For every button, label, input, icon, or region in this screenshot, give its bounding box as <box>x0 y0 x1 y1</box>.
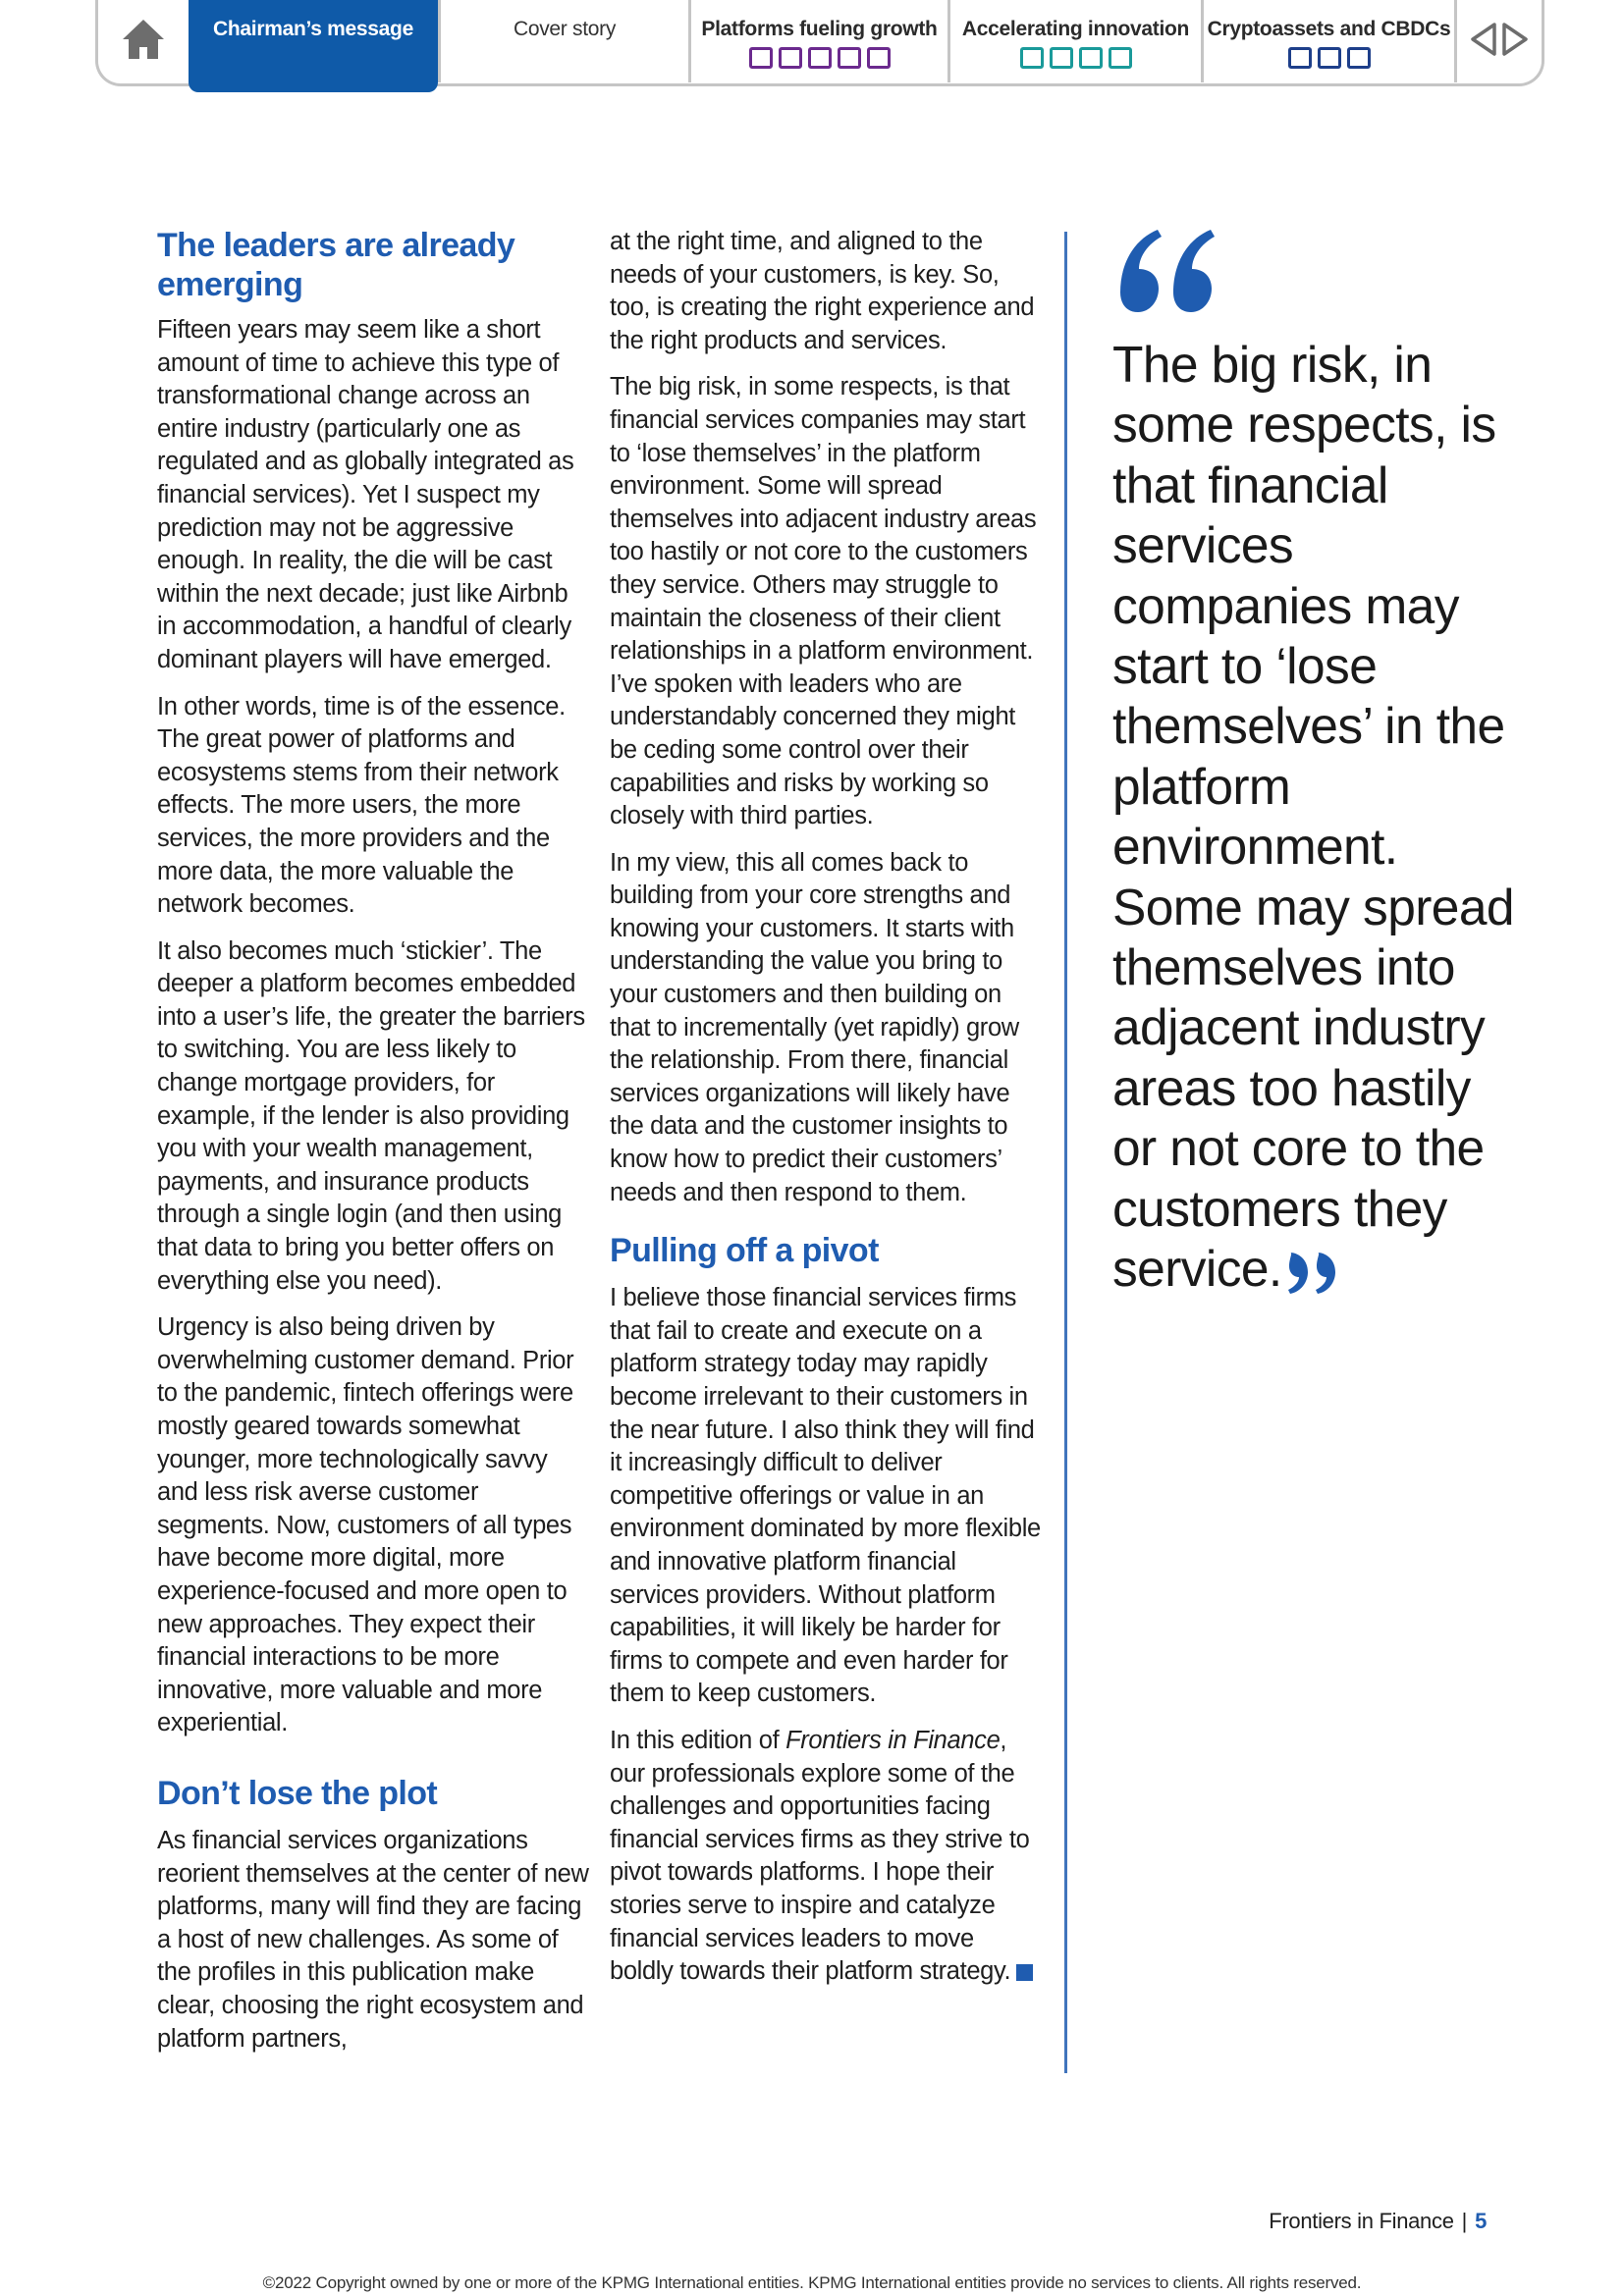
tab-label: Platforms fueling growth <box>701 18 938 40</box>
publication-name: Frontiers in Finance <box>1269 2209 1454 2233</box>
paragraph-closing <box>610 1725 1042 1989</box>
paragraph: In other words, time is of the essence. The great power of platforms and ecosystems stems from their network effects. The more users, the more services, the more providers and the more data, the more valuable the network becomes. <box>157 692 566 919</box>
section-page-indicator[interactable] <box>1347 47 1371 69</box>
tab-label: Cryptoassets and CBDCs <box>1207 18 1451 40</box>
page-arrows <box>1454 0 1542 82</box>
paragraph: at the right time, and aligned to the needs of your customers, is key. So, too, is creating the right experience and the right products and services. <box>610 228 1035 354</box>
section-page-indicator[interactable] <box>1020 47 1044 69</box>
top-navigation <box>95 0 1544 86</box>
section-dots <box>1204 47 1454 69</box>
article-column-1 <box>157 226 589 2069</box>
section-heading: Don’t lose the plot <box>157 1774 438 1812</box>
section-heading: Pulling off a pivot <box>610 1232 879 1270</box>
section-page-indicator[interactable] <box>1109 47 1132 69</box>
section-page-indicator[interactable] <box>779 47 802 69</box>
section-page-indicator[interactable] <box>1318 47 1341 69</box>
page-number: 5 <box>1475 2209 1487 2233</box>
section-heading: The leaders are already emerging <box>157 227 515 303</box>
open-quote-icon <box>1112 228 1222 326</box>
tab-chairmans-message[interactable] <box>189 0 438 92</box>
section-page-indicator[interactable] <box>838 47 861 69</box>
section-dots <box>691 47 947 69</box>
tab-accelerating-innovation[interactable] <box>947 0 1201 82</box>
section-page-indicator[interactable] <box>867 47 891 69</box>
home-button[interactable] <box>98 0 189 82</box>
tab-label: Chairman’s message <box>213 18 413 40</box>
tab-cryptoassets-and-cbdcs[interactable] <box>1201 0 1454 82</box>
tab-label: Cover story <box>513 18 617 40</box>
tab-cover-story[interactable] <box>438 0 688 82</box>
section-page-indicator[interactable] <box>749 47 773 69</box>
paragraph: The big risk, in some respects, is that financial services companies may start to ‘lose themselves’ in the platform environment. Some will spread themselves into adjacent industry areas too hastily or not core to the customers they service. Others may struggle to maintain the closeness of their client relationships in a platform environment. I’ve spoken with leaders who are understandably concerned they might be ceding some control over their capabilities and risks by working so closely with third parties. <box>610 373 1037 830</box>
pull-quote <box>1112 228 1525 1300</box>
home-icon <box>120 17 167 62</box>
article-column-2 <box>610 226 1042 2002</box>
section-page-indicator[interactable] <box>1050 47 1073 69</box>
tab-platforms-fueling-growth[interactable] <box>688 0 947 82</box>
text: , our professionals explore some of the challenges and opportunities facing financial services firms as they strive to pivot towards platforms. I hope their stories serve to inspire and catalyze financial services leaders to move boldly towards their platform strategy. <box>610 1726 1030 1986</box>
paragraph: Fifteen years may seem like a short amount of time to achieve this type of transformational change across an entire industry (particularly one as regulated and as globally integrated as financial services). Yet I suspect my prediction may not be aggressive enough. In reality, the die will be cast within the next decade; just like Airbnb in accommodation, a handful of clearly dominant players will have emerged. <box>157 316 574 673</box>
section-page-indicator[interactable] <box>1079 47 1103 69</box>
section-dots <box>950 47 1201 69</box>
publication-title: Frontiers in Finance <box>785 1726 1001 1754</box>
end-of-article-mark <box>1016 1964 1033 1981</box>
section-page-indicator[interactable] <box>808 47 832 69</box>
paragraph: I believe those financial services firms that fail to create and execute on a platform strategy today may rapidly become irrelevant to their customers in the near future. I also think they will find it increasingly difficult to deliver competitive offerings or value in an environment dominated by more flexible and innovative platform financial services providers. Without platform capabilities, it will likely be harder for firms to compete and even harder for them to keep customers. <box>610 1284 1041 1708</box>
previous-page-icon[interactable] <box>1469 21 1498 58</box>
paragraph: It also becomes much ‘stickier’. The deeper a platform becomes embedded into a user’s life, the greater the barriers to switching. You are less likely to change mortgage providers, for example, if the lender is also providing you with your wealth management, payments, and insurance products through a single login (and then using that data to bring you better offers on everything else you need). <box>157 936 585 1295</box>
text: In this edition of <box>610 1726 786 1754</box>
copyright-notice: ©2022 Copyright owned by one or more of the KPMG International entities. KPMG International entities provide no services to clients. All rights reserved. <box>262 2273 1362 2292</box>
tab-label: Accelerating innovation <box>961 18 1190 40</box>
paragraph: Urgency is also being driven by overwhelming customer demand. Prior to the pandemic, fintech offerings were mostly geared towards somewhat younger, more technologically savvy and less risk averse customer segments. Now, customers of all types have become more digital, more experience-focused and more open to new approaches. They expect their financial interactions to be more innovative, more valuable and more experiential. <box>157 1313 574 1737</box>
separator: | <box>1461 2209 1468 2233</box>
paragraph: In my view, this all comes back to building from your core strengths and knowing your customers. It starts with understanding the value you bring to your customers and then building on that to incrementally (yet rapidly) grow the relationship. From there, financial services organizations will likely have the data and the customer insights to know how to predict their customers’ needs and then respond to them. <box>610 848 1019 1206</box>
close-quote-icon <box>1288 1251 1339 1294</box>
page-reference <box>1269 2209 1487 2234</box>
paragraph: As financial services organizations reorient themselves at the center of new platforms, many will find they are facing a host of new challenges. As some of the profiles in this publication make clear, choosing the right ecosystem and platform partners, <box>157 1826 589 2053</box>
pull-quote-text <box>1112 335 1525 1300</box>
next-page-icon[interactable] <box>1500 21 1530 58</box>
quote-text: The big risk, in some respects, is that financial services companies may start to ‘lose themselves’ in the platform environment. Some may spread themselves into adjacent industry areas too hastily or not core to the customers they service. <box>1112 336 1514 1298</box>
column-divider <box>1064 232 1067 2073</box>
section-page-indicator[interactable] <box>1288 47 1312 69</box>
